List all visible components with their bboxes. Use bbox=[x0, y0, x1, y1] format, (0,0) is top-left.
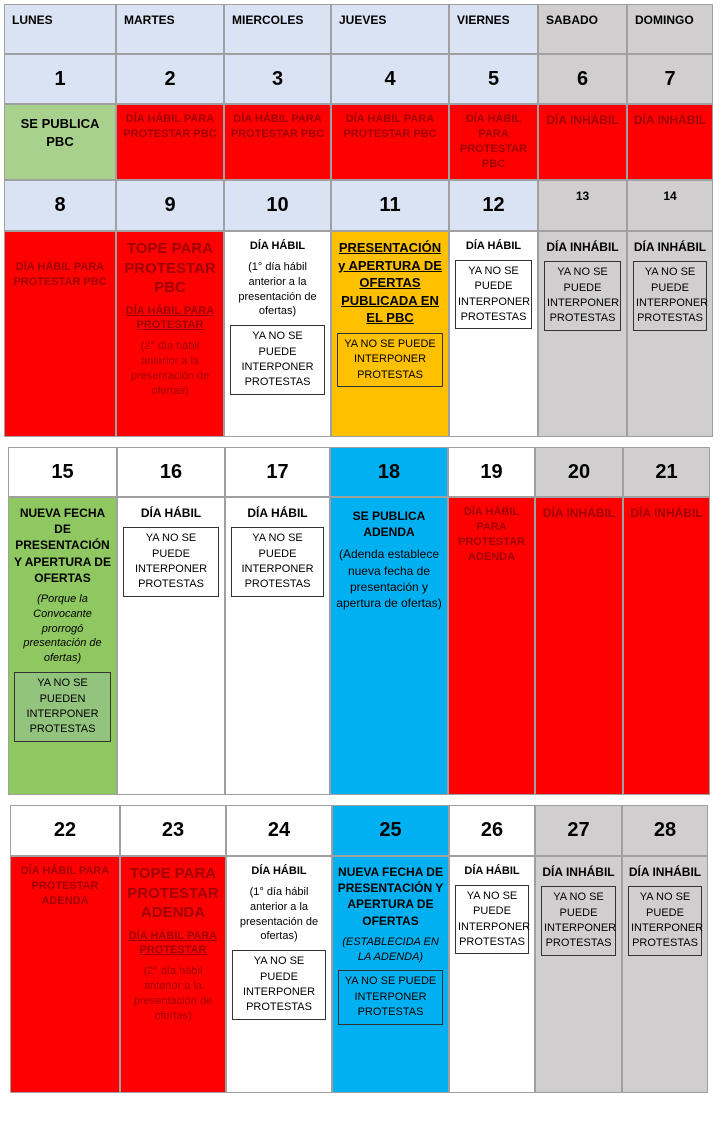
day-cell-25 bbox=[332, 856, 449, 1093]
event-note: (2° día hábil anterior a la presentación de ofertas) bbox=[133, 965, 213, 1022]
day-header-wed: MIERCOLES bbox=[224, 4, 331, 54]
date-number: 13 bbox=[538, 180, 627, 231]
event-label: DÍA HÁBIL PARA PROTESTAR PBC bbox=[459, 113, 528, 170]
day-cell-14 bbox=[627, 231, 713, 437]
event-label: DÍA HÁBIL PARA PROTESTAR ADENDA bbox=[20, 865, 110, 907]
notice-box: YA NO SE PUEDE INTERPONER PROTESTAS bbox=[337, 333, 443, 387]
date-number: 4 bbox=[331, 54, 449, 104]
date-number: 24 bbox=[226, 805, 332, 856]
day-cell-4 bbox=[331, 104, 449, 180]
day-cell-1 bbox=[4, 104, 116, 180]
day-header-thu: JUEVES bbox=[331, 4, 449, 54]
notice-box: YA NO SE PUEDE INTERPONER PROTESTAS bbox=[455, 260, 532, 330]
day-cell-12 bbox=[449, 231, 538, 437]
date-number: 7 bbox=[627, 54, 713, 104]
day-header-tue: MARTES bbox=[116, 4, 224, 54]
day-cell-15 bbox=[8, 497, 117, 795]
day-cell-9 bbox=[116, 231, 224, 437]
date-number: 20 bbox=[535, 447, 623, 497]
event-label: NUEVA FECHA DE PRESENTACIÓN Y APERTURA DE OFERTAS bbox=[14, 506, 111, 585]
deadline-label: TOPE PARA PROTESTAR ADENDA bbox=[127, 865, 219, 921]
event-label: DÍA INHÁBIL bbox=[542, 865, 615, 879]
day-cell-16 bbox=[117, 497, 225, 795]
day-cell-5 bbox=[449, 104, 538, 180]
event-label: DÍA INHÁBIL bbox=[628, 865, 702, 879]
event-label: DÍA INHÁBIL bbox=[633, 240, 707, 254]
event-label: DÍA HÁBIL bbox=[140, 506, 202, 520]
notice-box: YA NO SE PUEDE INTERPONER PROTESTAS bbox=[628, 886, 702, 956]
event-label: DÍA HÁBIL PARA PROTESTAR bbox=[128, 929, 218, 957]
notice-box: YA NO SE PUEDE INTERPONER PROTESTAS bbox=[633, 261, 707, 331]
day-cell-21 bbox=[623, 497, 710, 795]
notice-box: YA NO SE PUEDE INTERPONER PROTESTAS bbox=[544, 261, 621, 331]
event-label: DÍA HÁBIL bbox=[249, 240, 306, 252]
notice-box: YA NO SE PUEDE INTERPONER PROTESTAS bbox=[338, 970, 443, 1024]
date-number: 9 bbox=[116, 180, 224, 231]
event-note: (2° día hábil anterior a la presentación de ofertas) bbox=[130, 340, 210, 397]
event-label: DÍA HÁBIL PARA PROTESTAR PBC bbox=[123, 113, 217, 140]
event-label: DÍA HÁBIL PARA PROTESTAR ADENDA bbox=[457, 506, 526, 563]
date-number: 6 bbox=[538, 54, 627, 104]
day-cell-24 bbox=[226, 856, 332, 1093]
date-number: 14 bbox=[627, 180, 713, 231]
day-cell-3 bbox=[224, 104, 331, 180]
date-number: 5 bbox=[449, 54, 538, 104]
date-number: 12 bbox=[449, 180, 538, 231]
day-cell-2 bbox=[116, 104, 224, 180]
event-label: DÍA HÁBIL PARA PROTESTAR PBC bbox=[230, 113, 325, 140]
notice-box: YA NO SE PUEDE INTERPONER PROTESTAS bbox=[541, 886, 616, 956]
event-label: DÍA HÁBIL bbox=[464, 865, 520, 877]
event-label: DÍA HÁBIL bbox=[465, 240, 522, 252]
event-label: DÍA INHÁBIL bbox=[633, 113, 707, 127]
date-number: 3 bbox=[224, 54, 331, 104]
date-number: 11 bbox=[331, 180, 449, 231]
event-label: DÍA HÁBIL bbox=[251, 865, 307, 877]
event-label: DÍA INHÁBIL bbox=[546, 113, 619, 127]
date-number: 18 bbox=[330, 447, 448, 497]
day-header-sat: SABADO bbox=[538, 4, 627, 54]
date-number: 21 bbox=[623, 447, 710, 497]
date-number: 1 bbox=[4, 54, 116, 104]
event-label: DÍA INHÁBIL bbox=[546, 240, 619, 254]
notice-box: YA NO SE PUEDE INTERPONER PROTESTAS bbox=[231, 527, 324, 597]
event-note: (1° día hábil anterior a la presentación de ofertas) bbox=[239, 885, 319, 943]
event-note: (ESTABLECIDA EN LA ADENDA) bbox=[342, 935, 439, 963]
event-label: DÍA HÁBIL bbox=[247, 506, 308, 520]
date-number: 17 bbox=[225, 447, 330, 497]
event-label: DÍA HÁBIL PARA PROTESTAR bbox=[125, 304, 215, 332]
date-number: 15 bbox=[8, 447, 117, 497]
day-cell-28 bbox=[622, 856, 708, 1093]
deadline-label: TOPE PARA PROTESTAR PBC bbox=[124, 240, 216, 296]
day-cell-17 bbox=[225, 497, 330, 795]
day-cell-11 bbox=[331, 231, 449, 437]
day-cell-10 bbox=[224, 231, 331, 437]
date-number: 26 bbox=[449, 805, 535, 856]
day-header-mon: LUNES bbox=[4, 4, 116, 54]
date-number: 22 bbox=[10, 805, 120, 856]
day-cell-23 bbox=[120, 856, 226, 1093]
notice-box: YA NO SE PUEDE INTERPONER PROTESTAS bbox=[455, 885, 529, 955]
event-label: PRESENTACIÓN y APERTURA DE OFERTAS PUBLICADA EN EL PBC bbox=[338, 240, 442, 326]
day-cell-20 bbox=[535, 497, 623, 795]
day-header-sun: DOMINGO bbox=[627, 4, 713, 54]
date-number: 16 bbox=[117, 447, 225, 497]
notice-box: YA NO SE PUEDEN INTERPONER PROTESTAS bbox=[14, 672, 111, 742]
date-number: 19 bbox=[448, 447, 535, 497]
date-number: 28 bbox=[622, 805, 708, 856]
event-note: (Porque la Convocante prorrogó presentación de ofertas) bbox=[23, 592, 102, 665]
event-label: SE PUBLICA PBC bbox=[20, 116, 100, 149]
day-cell-26 bbox=[449, 856, 535, 1093]
notice-box: YA NO SE PUEDE INTERPONER PROTESTAS bbox=[123, 527, 219, 597]
event-label: DÍA HÁBIL PARA PROTESTAR PBC bbox=[343, 113, 437, 140]
event-label: DÍA HÁBIL PARA PROTESTAR PBC bbox=[13, 261, 107, 288]
day-cell-8 bbox=[4, 231, 116, 437]
day-cell-19 bbox=[448, 497, 535, 795]
event-label: NUEVA FECHA DE PRESENTACIÓN Y APERTURA DE OFERTAS bbox=[337, 865, 444, 928]
notice-box: YA NO SE PUEDE INTERPONER PROTESTAS bbox=[232, 950, 326, 1020]
event-note: (Adenda establece nueva fecha de presentación y apertura de ofertas) bbox=[336, 547, 442, 610]
day-cell-6 bbox=[538, 104, 627, 180]
day-cell-7 bbox=[627, 104, 713, 180]
event-label: DÍA INHÁBIL bbox=[542, 506, 616, 520]
date-number: 23 bbox=[120, 805, 226, 856]
day-cell-13 bbox=[538, 231, 627, 437]
date-number: 10 bbox=[224, 180, 331, 231]
event-label: SE PUBLICA ADENDA bbox=[352, 509, 426, 540]
day-cell-22 bbox=[10, 856, 120, 1093]
event-label: DÍA INHÁBIL bbox=[630, 506, 703, 520]
day-cell-27 bbox=[535, 856, 622, 1093]
date-number: 2 bbox=[116, 54, 224, 104]
event-note: (1° día hábil anterior a la presentación de ofertas) bbox=[238, 260, 317, 318]
date-number: 8 bbox=[4, 180, 116, 231]
notice-box: YA NO SE PUEDE INTERPONER PROTESTAS bbox=[230, 325, 325, 395]
day-header-fri: VIERNES bbox=[449, 4, 538, 54]
date-number: 25 bbox=[332, 805, 449, 856]
date-number: 27 bbox=[535, 805, 622, 856]
day-cell-18 bbox=[330, 497, 448, 795]
